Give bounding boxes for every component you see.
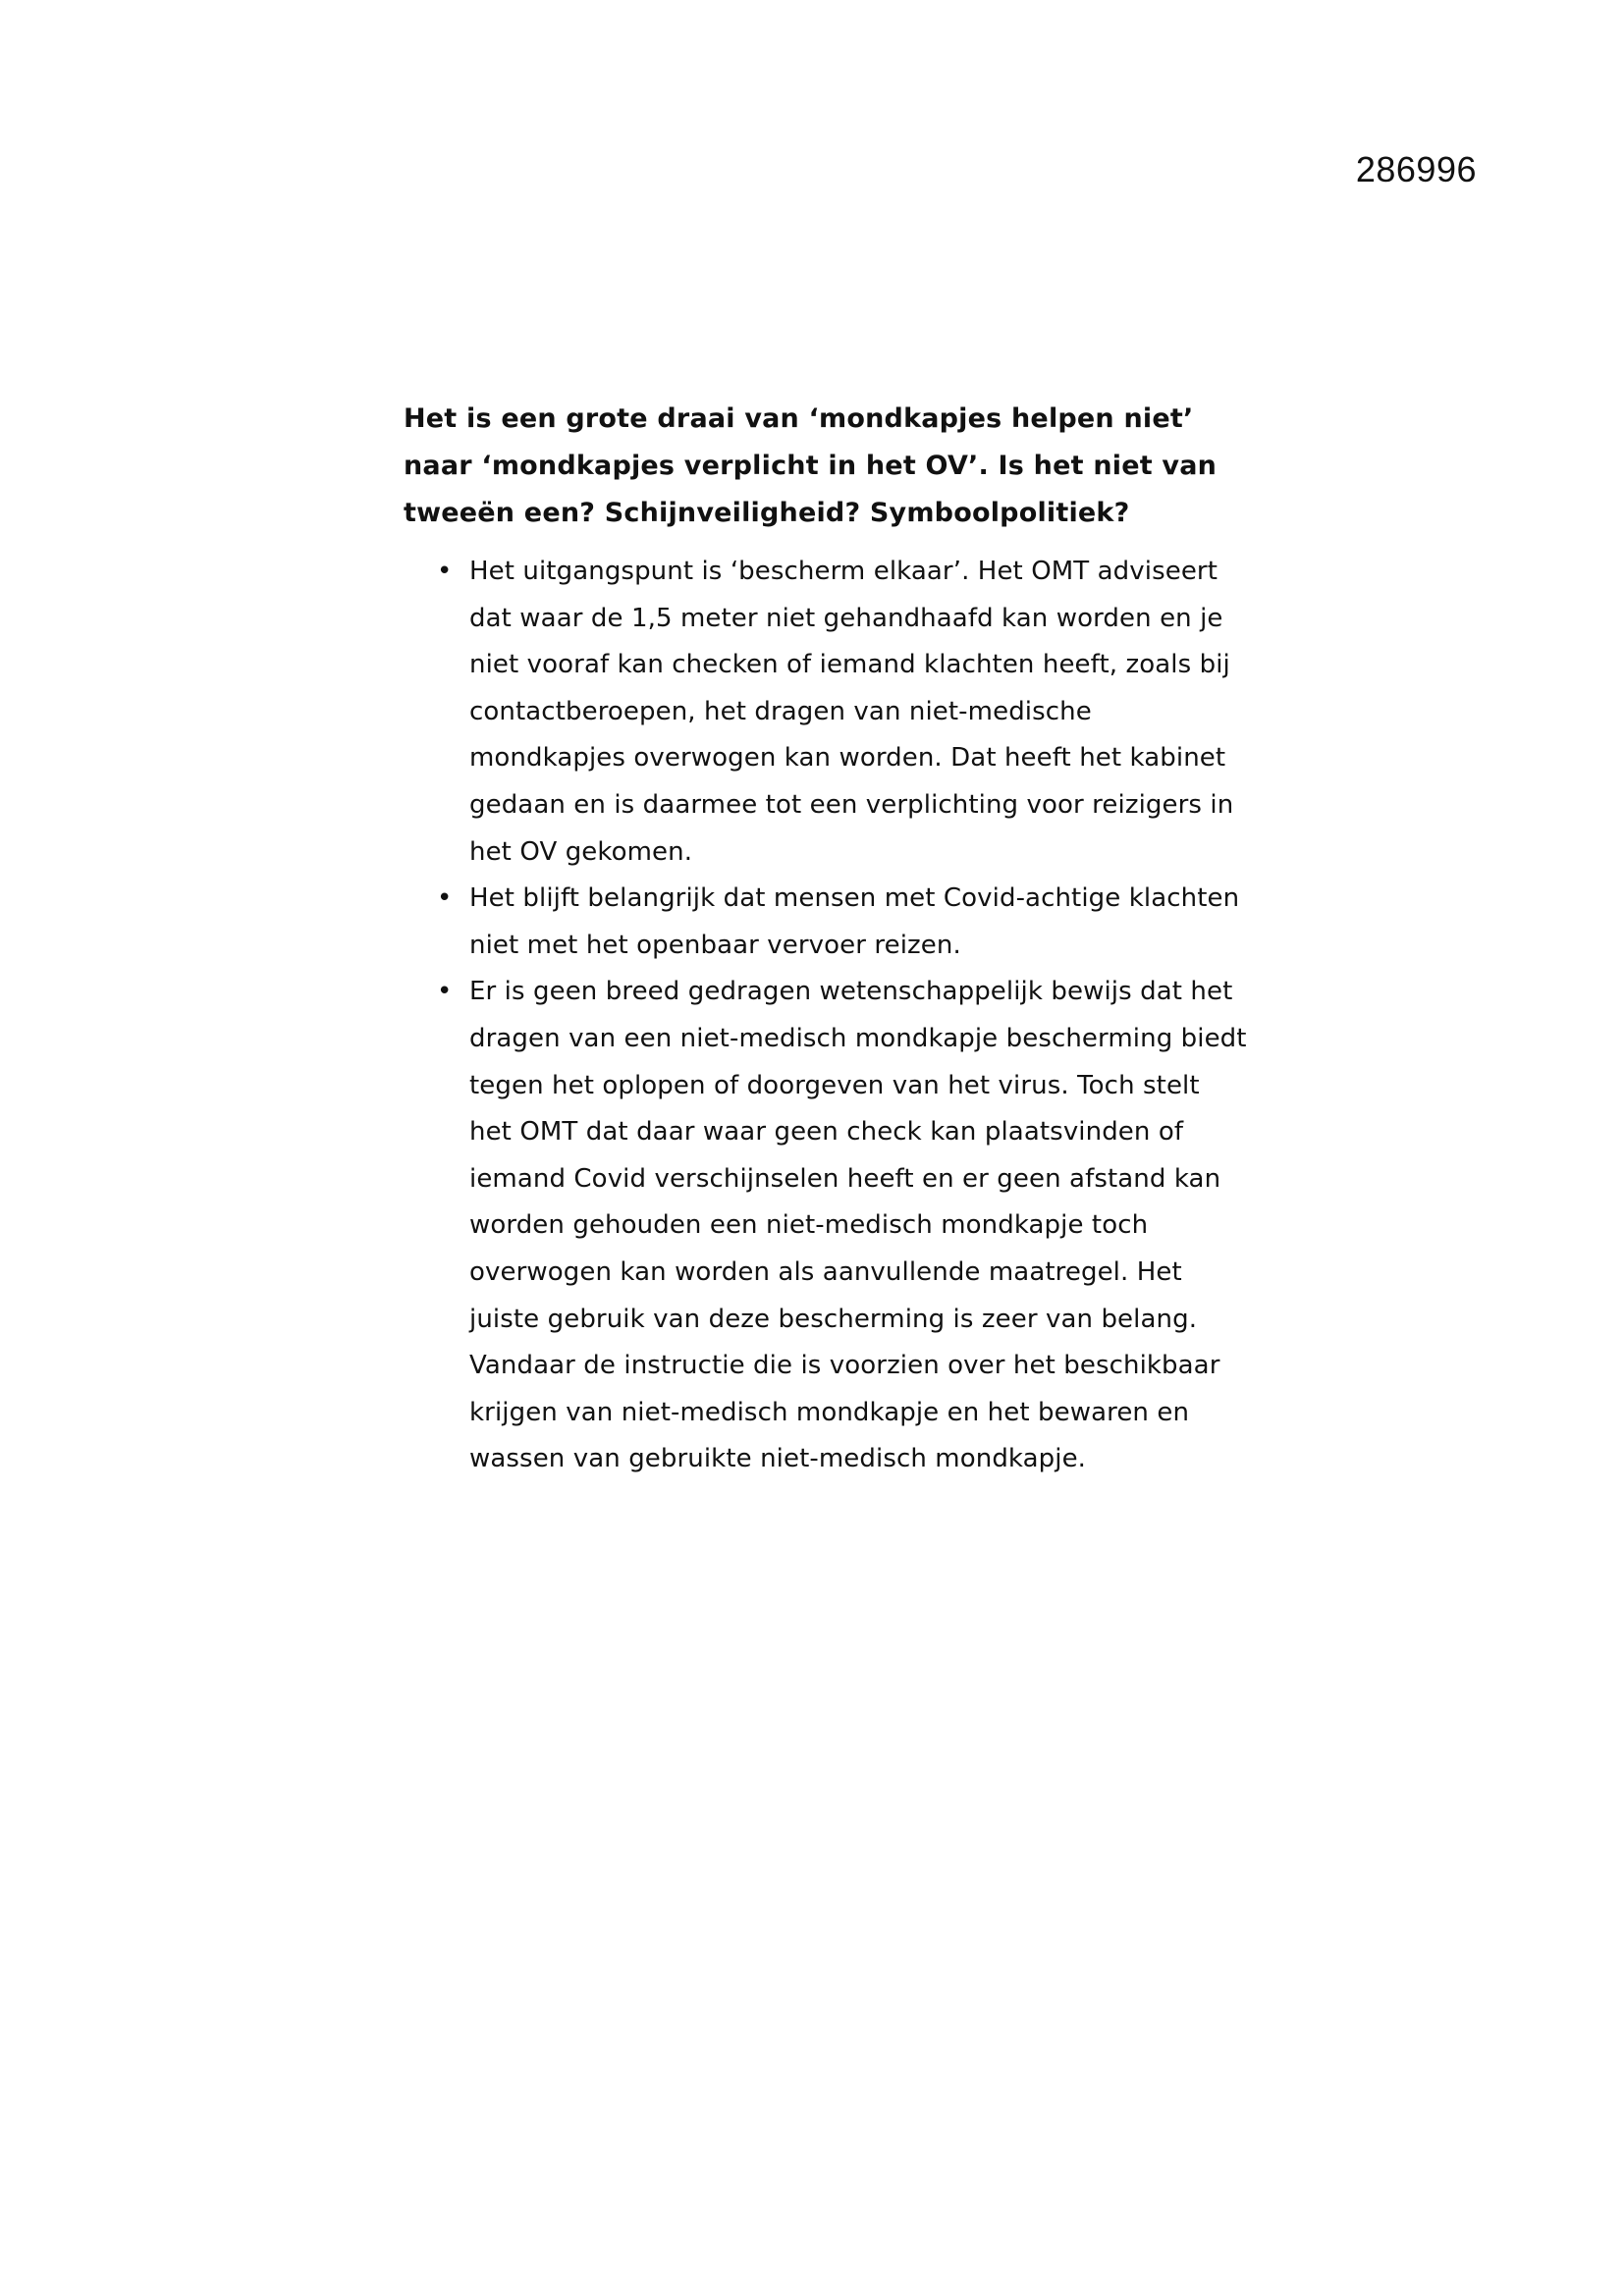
list-item (404, 969, 1248, 1483)
bullet-icon: • (437, 883, 453, 914)
answer-text: Het uitgangspunt is ‘bescherm elkaar’. Het OMT adviseert dat waar de 1,5 meter niet gehandhaafd kan worden en je niet vooraf kan checken of iemand klachten heeft, zoals bij contactberoepen, het dragen van niet-medische mondkapjes overwogen kan worden. Dat heeft het kabinet gedaan en is daarmee tot een verplichting voor reizigers in het OV gekomen. (469, 557, 1234, 867)
answer-text: Er is geen breed gedragen wetenschappelijk bewijs dat het dragen van een niet-medisch mondkapje bescherming biedt tegen het oplopen of doorgeven van het virus. Toch stelt het OMT dat daar waar geen check kan plaatsvinden of iemand Covid verschijnselen heeft en er geen afstand kan worden gehouden een niet-medisch mondkapje toch overwogen kan worden als aanvullende maatregel. Het juiste gebruik van deze bescherming is zeer van belang. Vandaar de instructie die is voorzien over het beschikbaar krijgen van niet-medisch mondkapje en het bewaren en wassen van gebruikte niet-medisch mondkapje. (469, 977, 1247, 1474)
list-item (404, 876, 1248, 969)
document-body (404, 396, 1248, 1483)
bullet-icon: • (437, 977, 453, 1007)
question-heading: Het is een grote draai van ‘mondkapjes helpen niet’ naar ‘mondkapjes verplicht in het OV’. Is het niet van tweeën een? Schijnveiligheid? Symboolpolitiek? (404, 403, 1218, 528)
answer-text: Het blijft belangrijk dat mensen met Covid-achtige klachten niet met het openbaar vervoer reizen. (469, 883, 1240, 960)
bullet-icon: • (437, 557, 453, 586)
document-number: 286996 (1355, 149, 1477, 189)
list-item (404, 549, 1248, 876)
answer-list (404, 549, 1248, 1483)
